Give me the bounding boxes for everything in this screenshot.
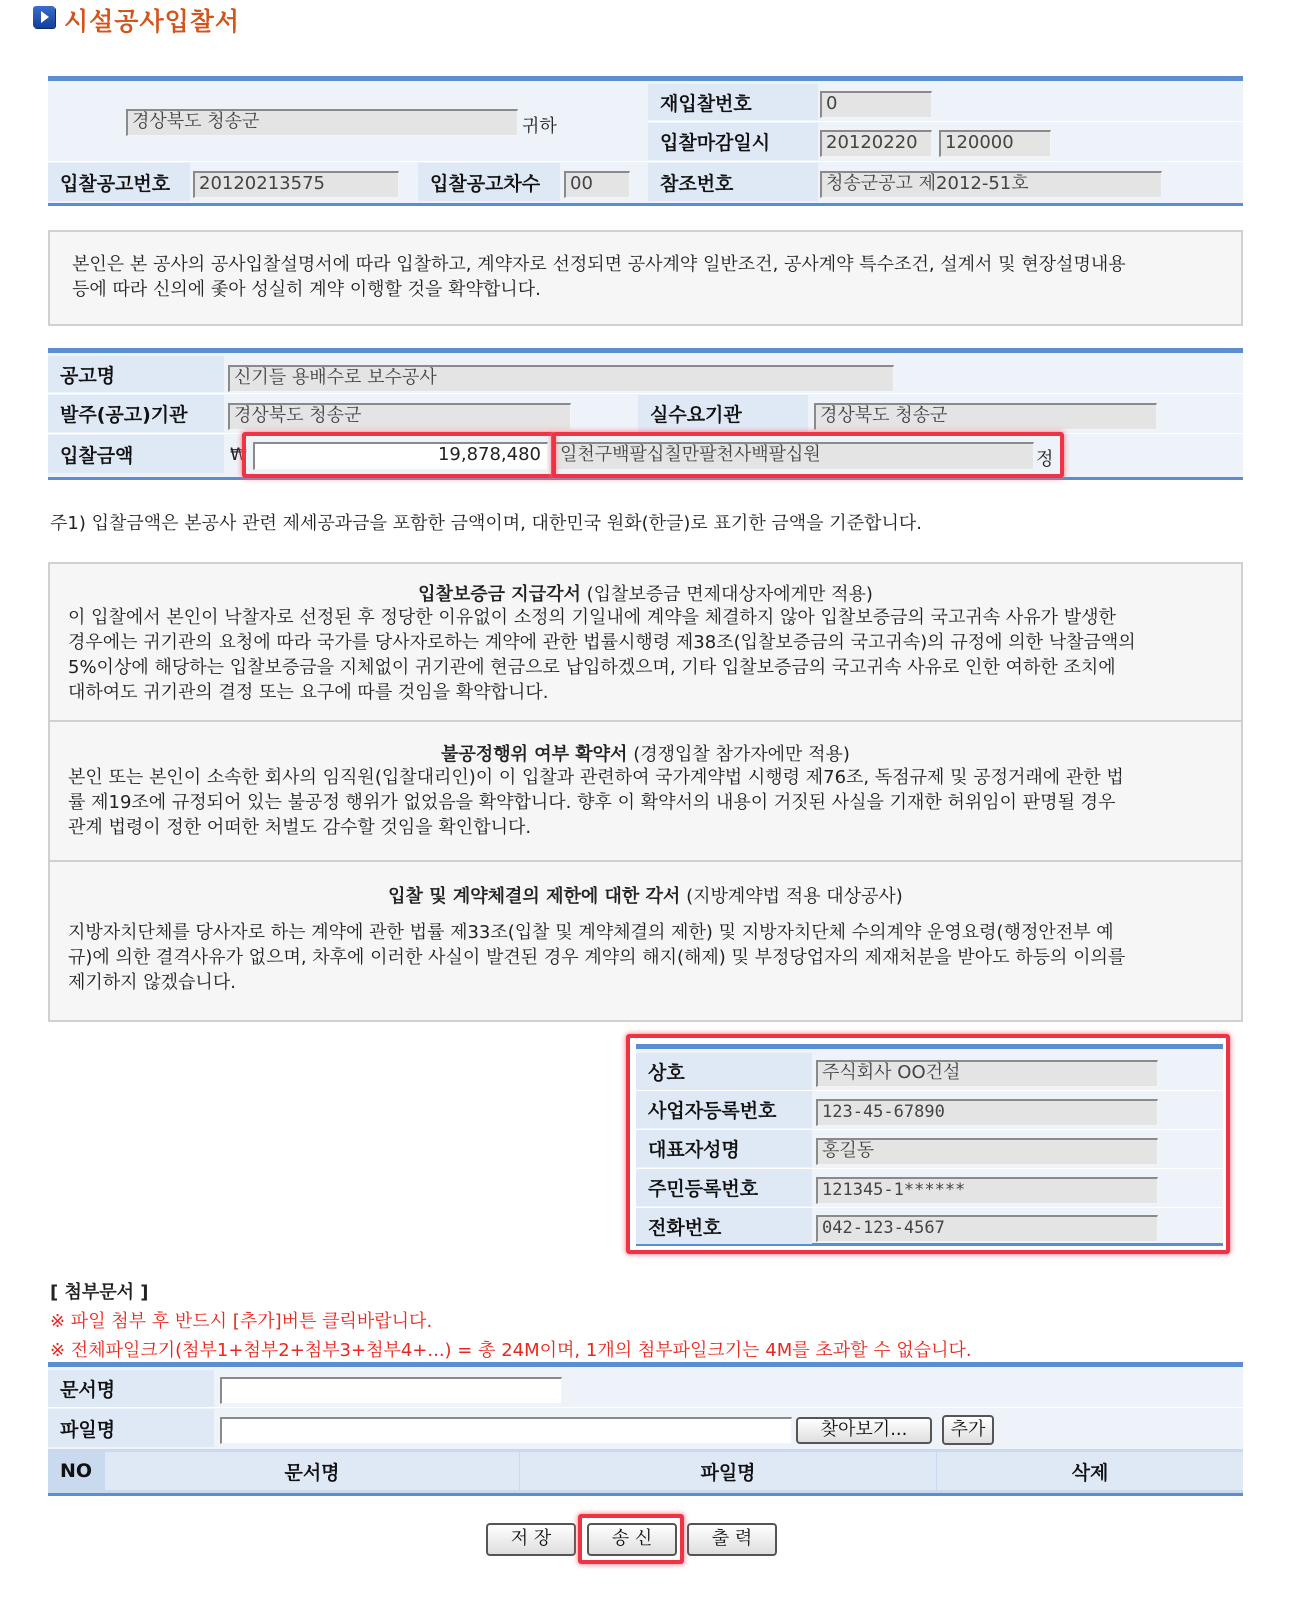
bid-bond-line-3: 5%이상에 해당하는 입찰보증금을 지체없이 귀기관에 현금으로 납입하겠으며, 기타 입찰보증금의 국고귀속 사유로 인한 여하한 조치에 bbox=[68, 657, 1116, 678]
attachments-list-header bbox=[48, 1449, 1243, 1493]
bid-bond-heading: 입찰보증금 지급각서 (입찰보증금 면제대상자에게만 적용) bbox=[418, 584, 873, 605]
bid-bond-line-4: 대하여도 귀기관의 결정 또는 요구에 따를 것임을 확약합니다. bbox=[68, 682, 549, 703]
ceo-name-label: 대표자성명 bbox=[636, 1130, 812, 1167]
rebid-label: 재입찰번호 bbox=[648, 84, 818, 120]
deadline-label: 입찰마감일시 bbox=[648, 123, 818, 160]
col-delete: 삭제 bbox=[937, 1452, 1243, 1490]
col-doc-name: 문서명 bbox=[105, 1452, 519, 1490]
deadline-date-field: 20120220 bbox=[820, 130, 932, 157]
send-highlight bbox=[578, 1514, 684, 1564]
amount-note: 주1) 입찰금액은 본공사 관련 제세공과금을 포함한 금액이며, 대한민국 원화(한글)로 표기한 금액을 기준합니다. bbox=[50, 513, 922, 534]
contract-restriction-line-3: 제기하지 않겠습니다. bbox=[68, 972, 236, 993]
contract-restriction-line-1: 지방자치단체를 당사자로 하는 계약에 관한 법률 제33조(입찰 및 계약체결의 제한) 및 지방자치단체 수의계약 운영요령(행정안전부 예 bbox=[68, 922, 1114, 943]
bid-amount-input[interactable]: 19,878,480 bbox=[253, 442, 548, 470]
attachments-table bbox=[48, 1362, 1243, 1496]
notice-seq-field: 00 bbox=[564, 171, 630, 198]
title-arrow-icon bbox=[33, 6, 55, 28]
unfair-practice-line-1: 본인 또는 본인이 소속한 회사의 임직원(입찰대리인)이 이 입찰과 관련하여 국가계약법 시행령 제76조, 독점규제 및 공정거래에 관한 법 bbox=[68, 767, 1124, 788]
notice-no-field: 20120213575 bbox=[193, 171, 399, 198]
bid-amount-korean-field: 일천구백팔십칠만팔천사백팔십원 bbox=[554, 442, 1034, 470]
bid-bond-line-1: 이 입찰에서 본인이 낙찰자로 선정된 후 정당한 이유없이 소정의 기일내에 계약을 체결하지 않아 입찰보증금의 국고귀속 사유가 발생한 bbox=[68, 607, 1116, 628]
biz-reg-no-field: 123-45-67890 bbox=[816, 1099, 1158, 1126]
notice-name-field: 신기들 용배수로 보수공사 bbox=[228, 365, 894, 392]
unfair-practice-section bbox=[48, 720, 1243, 862]
korean-amount-highlight bbox=[552, 432, 1064, 478]
bid-bond-section bbox=[48, 562, 1243, 722]
notice-name-label: 공고명 bbox=[48, 356, 224, 392]
attach-notice-2: ※ 전체파일크기(첨부1+첨부2+첨부3+첨부4+...) = 총 24M이며, 1개의 첨부파일크기는 4M를 초과할 수 없습니다. bbox=[50, 1340, 972, 1361]
unfair-practice-line-2: 률 제19조에 규정되어 있는 불공정 행위가 없었음을 확약합니다. 향후 이 확약서의 내용이 거짓된 사실을 기재한 허위임이 판명될 경우 bbox=[68, 792, 1116, 813]
recipient-suffix: 귀하 bbox=[522, 116, 557, 137]
browse-button[interactable]: 찾아보기... bbox=[796, 1417, 932, 1444]
resident-no-label: 주민등록번호 bbox=[636, 1169, 812, 1206]
ceo-name-field: 홍길동 bbox=[816, 1138, 1158, 1165]
demand-org-field: 경상북도 청송군 bbox=[814, 403, 1157, 430]
demand-org-label: 실수요기관 bbox=[638, 395, 808, 432]
print-button[interactable]: 출 력 bbox=[687, 1523, 777, 1556]
col-no: NO bbox=[48, 1452, 104, 1490]
ordering-org-label: 발주(공고)기관 bbox=[48, 395, 224, 432]
ref-no-label: 참조번호 bbox=[648, 163, 818, 201]
doc-name-input[interactable] bbox=[220, 1377, 562, 1404]
rebid-field: 0 bbox=[820, 91, 932, 118]
file-name-label: 파일명 bbox=[48, 1409, 214, 1447]
add-button[interactable]: 추가 bbox=[942, 1415, 994, 1445]
ordering-org-field: 경상북도 청송군 bbox=[228, 403, 571, 430]
page-title: 시설공사입찰서 bbox=[64, 7, 241, 36]
phone-field: 042-123-4567 bbox=[816, 1215, 1158, 1242]
unfair-practice-line-3: 관계 법령이 정한 어떠한 처벌도 감수할 것임을 확인합니다. bbox=[68, 817, 532, 838]
bid-header-table bbox=[48, 76, 1243, 206]
contract-restriction-heading: 입찰 및 계약체결의 제한에 대한 각서 (지방계약법 적용 대상공사) bbox=[388, 886, 903, 907]
amount-highlight bbox=[242, 432, 555, 478]
doc-name-label: 문서명 bbox=[48, 1370, 214, 1407]
bidder-highlight bbox=[626, 1034, 1230, 1254]
biz-reg-no-label: 사업자등록번호 bbox=[636, 1091, 812, 1128]
save-button[interactable]: 저 장 bbox=[486, 1523, 576, 1556]
bid-amount-label: 입찰금액 bbox=[48, 435, 224, 473]
attachments-heading: [ 첨부문서 ] bbox=[50, 1282, 149, 1303]
contract-restriction-line-2: 규)에 의한 결격사유가 없으며, 차후에 이러한 사실이 발견된 경우 계약의 해지(해제) 및 부정당업자의 제재처분을 받아도 하등의 이의를 bbox=[68, 947, 1126, 968]
col-file-name: 파일명 bbox=[520, 1452, 936, 1490]
amount-suffix: 정 bbox=[1036, 449, 1054, 470]
pledge-box bbox=[48, 230, 1243, 326]
notice-no-label: 입찰공고번호 bbox=[48, 163, 190, 201]
notice-seq-label: 입찰공고차수 bbox=[418, 163, 560, 201]
pledge-line-1: 본인은 본 공사의 공사입찰설명서에 따라 입찰하고, 계약자로 선정되면 공사계약 일반조건, 공사계약 특수조건, 설계서 및 현장설명내용 bbox=[72, 254, 1126, 275]
send-button[interactable]: 송 신 bbox=[587, 1523, 677, 1556]
bid-bond-line-2: 경우에는 귀기관의 요청에 따라 국가를 당사자로하는 계약에 관한 법률시행령 제38조(입찰보증금의 국고귀속)의 규정에 의한 낙찰금액의 bbox=[68, 632, 1136, 653]
recipient-field: 경상북도 청송군 bbox=[126, 109, 518, 136]
company-label: 상호 bbox=[636, 1053, 812, 1090]
contract-restriction-section bbox=[48, 860, 1243, 1022]
deadline-time-field: 120000 bbox=[939, 130, 1051, 157]
resident-no-field: 121345-1****** bbox=[816, 1177, 1158, 1204]
company-field: 주식회사 OO건설 bbox=[816, 1060, 1158, 1087]
pledge-line-2: 등에 따라 신의에 좇아 성실히 계약 이행할 것을 확약합니다. bbox=[72, 279, 541, 300]
file-name-input[interactable] bbox=[220, 1417, 792, 1444]
unfair-practice-heading: 불공정행위 여부 확약서 (경쟁입찰 참가자에만 적용) bbox=[441, 744, 850, 765]
phone-label: 전화번호 bbox=[636, 1208, 812, 1244]
attach-notice-1: ※ 파일 첨부 후 반드시 [추가]버튼 클릭바랍니다. bbox=[50, 1311, 433, 1332]
won-symbol: ₩ bbox=[230, 445, 247, 465]
ref-no-field: 청송군공고 제2012-51호 bbox=[820, 171, 1162, 198]
